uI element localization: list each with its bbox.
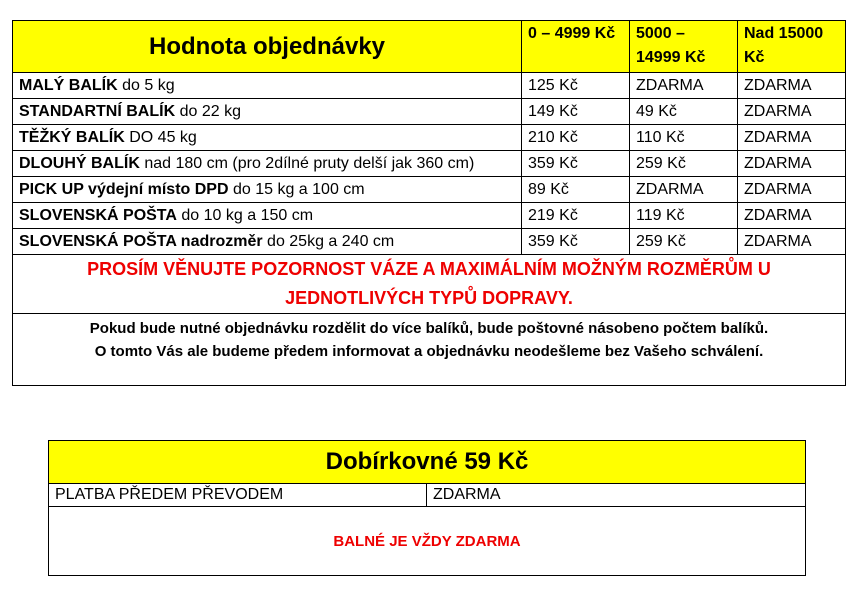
- table-title: Hodnota objednávky: [13, 21, 522, 73]
- price-cell: ZDARMA: [738, 73, 846, 99]
- package-name: SLOVENSKÁ POŠTA nadrozměr: [19, 233, 263, 250]
- package-desc: DO 45 kg: [124, 129, 197, 146]
- column-header-tier-1: 0 – 4999 Kč: [522, 21, 630, 73]
- row-label: [13, 177, 522, 203]
- price-cell: 219 Kč: [522, 203, 630, 229]
- table-row: [13, 125, 846, 151]
- price-cell: 259 Kč: [630, 151, 738, 177]
- row-label: [13, 99, 522, 125]
- price-cell: 110 Kč: [630, 125, 738, 151]
- note-row: [13, 314, 846, 386]
- price-cell: 259 Kč: [630, 229, 738, 255]
- package-desc: do 15 kg a 100 cm: [228, 181, 365, 198]
- package-name: SLOVENSKÁ POŠTA: [19, 207, 177, 224]
- row-label: [13, 203, 522, 229]
- price-cell: 119 Kč: [630, 203, 738, 229]
- table-row: [13, 151, 846, 177]
- price-cell: ZDARMA: [630, 73, 738, 99]
- warning-row: [13, 255, 846, 314]
- package-name: STANDARTNÍ BALÍK: [19, 103, 176, 120]
- price-cell: 210 Kč: [522, 125, 630, 151]
- package-desc: do 25kg a 240 cm: [262, 233, 395, 250]
- package-desc: do 5 kg: [117, 77, 175, 94]
- row-label: [13, 229, 522, 255]
- table-row: [13, 73, 846, 99]
- price-cell: 359 Kč: [522, 151, 630, 177]
- prepay-value: ZDARMA: [427, 484, 806, 507]
- dimension-warning: PROSÍM VĚNUJTE POZORNOST VÁZE A MAXIMÁLNÍM MOŽNÝM ROZMĚRŮM U JEDNOTLIVÝCH TYPŮ DOPRAVY.: [13, 255, 846, 314]
- cod-title: Dobírkovné 59 Kč: [49, 441, 806, 484]
- shipping-price-table: [12, 20, 846, 386]
- table-row: [49, 507, 806, 576]
- row-label: [13, 125, 522, 151]
- cod-table: [48, 440, 806, 576]
- package-name: PICK UP výdejní místo DPD: [19, 181, 229, 198]
- package-name: DLOUHÝ BALÍK: [19, 155, 140, 172]
- price-cell: 89 Kč: [522, 177, 630, 203]
- price-cell: ZDARMA: [738, 203, 846, 229]
- row-label: [13, 73, 522, 99]
- table-row: [13, 177, 846, 203]
- cod-header-row: [49, 441, 806, 484]
- price-cell: ZDARMA: [630, 177, 738, 203]
- price-cell: 359 Kč: [522, 229, 630, 255]
- note-line-1: Pokud bude nutné objednávku rozdělit do více balíků, bude poštovné násobeno počtem balíků.: [89, 320, 769, 337]
- package-desc: nad 180 cm (pro 2dílné pruty delší jak 360 cm): [139, 155, 475, 172]
- price-cell: 149 Kč: [522, 99, 630, 125]
- table-row: [13, 229, 846, 255]
- column-header-tier-3: Nad 15000 Kč: [738, 21, 846, 73]
- multi-package-note: [13, 314, 846, 386]
- table-header-row: [13, 21, 846, 73]
- price-cell: ZDARMA: [738, 151, 846, 177]
- package-desc: do 22 kg: [175, 103, 241, 120]
- note-line-2: O tomto Vás ale budeme předem informovat a objednávku neodešleme bez Vašeho schválení.: [94, 343, 764, 360]
- column-header-tier-2: 5000 – 14999 Kč: [630, 21, 738, 73]
- price-cell: ZDARMA: [738, 177, 846, 203]
- price-cell: ZDARMA: [738, 229, 846, 255]
- price-cell: 49 Kč: [630, 99, 738, 125]
- price-cell: ZDARMA: [738, 125, 846, 151]
- package-name: TĚŽKÝ BALÍK: [19, 129, 125, 146]
- price-cell: 125 Kč: [522, 73, 630, 99]
- packing-free-note: BALNÉ JE VŽDY ZDARMA: [49, 507, 806, 576]
- prepay-label: PLATBA PŘEDEM PŘEVODEM: [49, 484, 427, 507]
- table-row: [49, 484, 806, 507]
- price-cell: ZDARMA: [738, 99, 846, 125]
- row-label: [13, 151, 522, 177]
- table-row: [13, 203, 846, 229]
- table-row: [13, 99, 846, 125]
- package-name: MALÝ BALÍK: [19, 77, 118, 94]
- package-desc: do 10 kg a 150 cm: [176, 207, 314, 224]
